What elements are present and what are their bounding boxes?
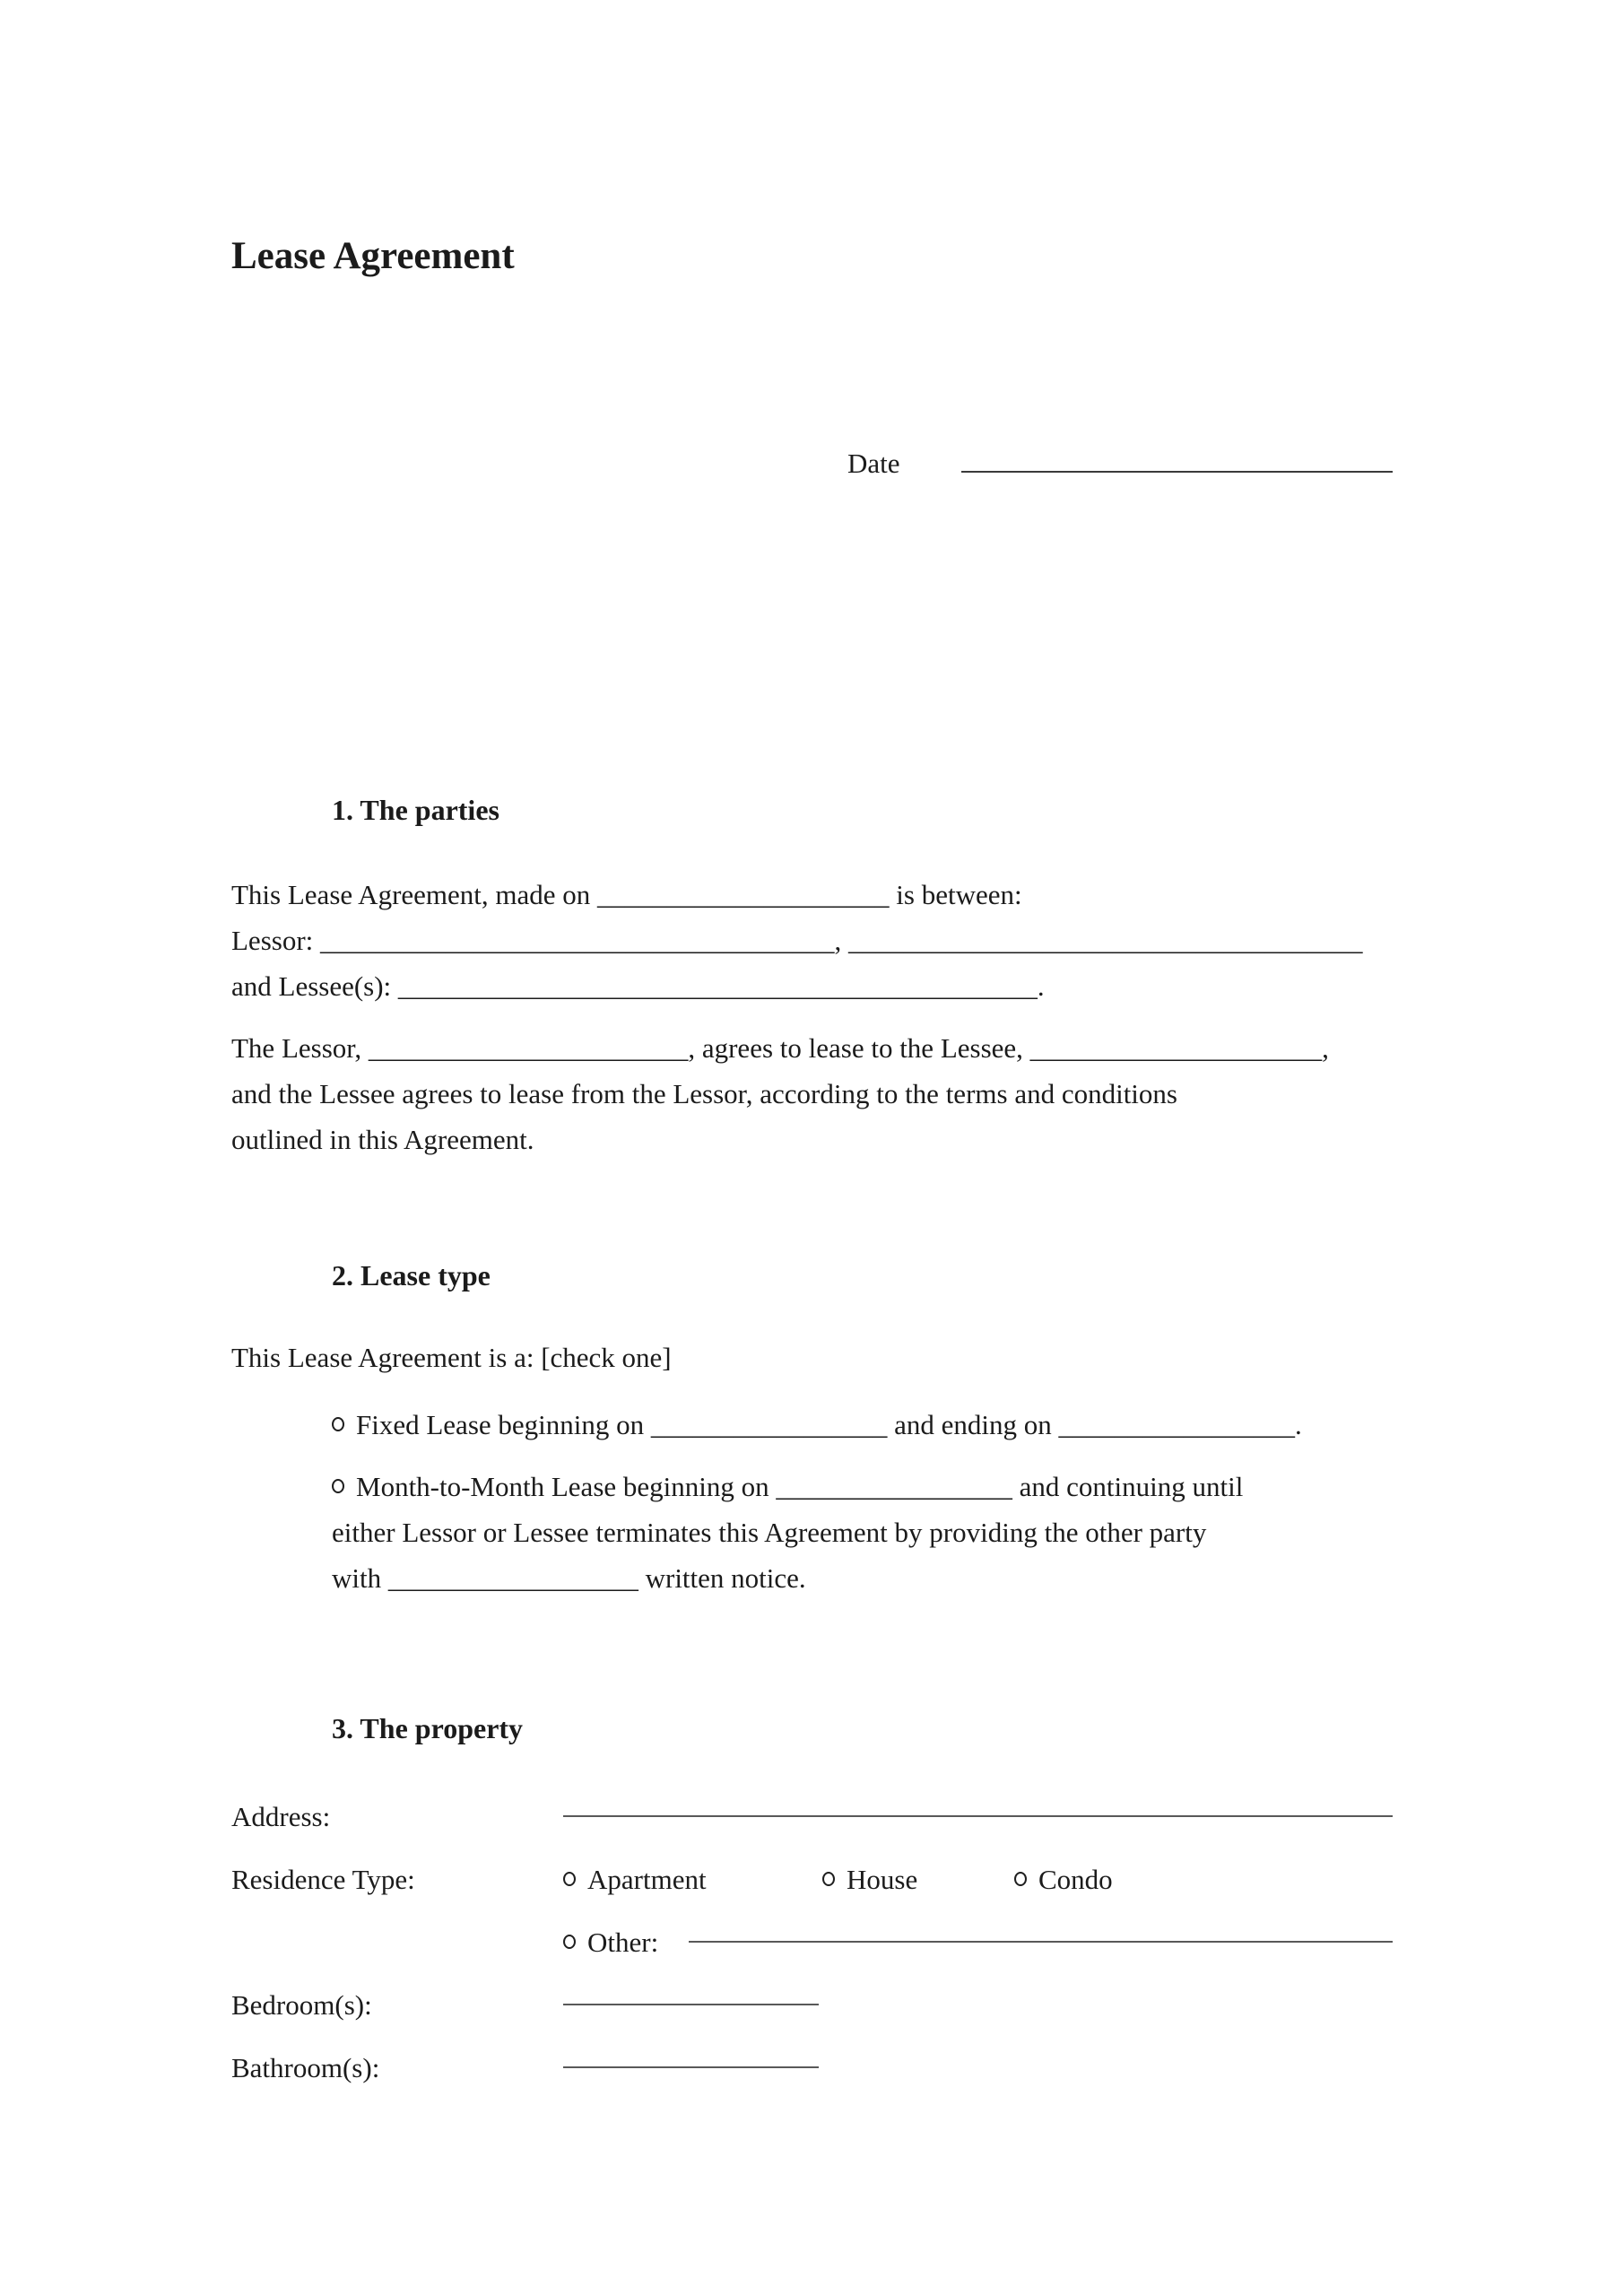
lease-option-month-to-month [332, 1464, 1393, 1601]
option-label: House [847, 1864, 918, 1895]
residence-option-house [822, 1857, 1014, 1902]
lease-option-fixed [332, 1402, 1393, 1448]
other-fill-line[interactable] [689, 1919, 1393, 1943]
date-row [231, 440, 1393, 486]
option-label: Apartment [587, 1864, 707, 1895]
section-heading-parties: 1. The parties [332, 794, 499, 826]
bathrooms-label: Bathroom(s): [231, 2052, 380, 2083]
option-label: Condo [1038, 1864, 1113, 1895]
radio-circle-icon[interactable] [332, 1417, 344, 1431]
parties-line: This Lease Agreement, made on _____________________ is between: [231, 879, 1022, 910]
option-text: Month-to-Month Lease beginning on _________________ and continuing until [356, 1471, 1244, 1502]
section-heading-property: 3. The property [332, 1712, 524, 1744]
residence-type-label: Residence Type: [231, 1864, 415, 1895]
parties-line: outlined in this Agreement. [231, 1124, 534, 1155]
parties-paragraph-1 [231, 872, 1393, 1009]
radio-circle-icon[interactable] [563, 1872, 576, 1886]
radio-circle-icon[interactable] [822, 1872, 835, 1886]
bathrooms-row [231, 2045, 1393, 2091]
residence-type-row [231, 1857, 1393, 1902]
residence-option-apartment [563, 1857, 822, 1902]
option-text-continuation: with __________________ written notice. [332, 1562, 806, 1594]
address-fill-line[interactable] [563, 1794, 1393, 1817]
option-text-continuation: either Lessor or Lessee terminates this Agreement by providing the other party [332, 1517, 1207, 1548]
list-item [332, 1402, 1393, 1448]
address-row [231, 1794, 1393, 1839]
date-label: Date [847, 448, 900, 479]
radio-circle-icon[interactable] [563, 1935, 576, 1949]
option-text: Fixed Lease beginning on _________________ and ending on _________________. [356, 1409, 1302, 1440]
parties-line: Lessor: _____________________________________, _____________________________________ [231, 925, 1363, 956]
radio-circle-icon[interactable] [332, 1479, 344, 1493]
parties-line: The Lessor, _______________________, agrees to lease to the Lessee, _____________________, [231, 1032, 1329, 1064]
option-label: Other: [587, 1926, 659, 1958]
residence-option-other [563, 1919, 658, 1965]
lease-type-intro: This Lease Agreement is a: [check one] [231, 1342, 672, 1373]
bedrooms-row [231, 1982, 1393, 2028]
parties-line: and Lessee(s): ______________________________________________. [231, 970, 1045, 1002]
list-item [332, 1464, 1393, 1509]
address-label: Address: [231, 1801, 331, 1832]
bedrooms-label: Bedroom(s): [231, 1989, 372, 2021]
page-title: Lease Agreement [231, 235, 515, 277]
residence-other-row [231, 1919, 1393, 1965]
parties-paragraph-2 [231, 1025, 1393, 1162]
section-heading-lease-type: 2. Lease type [332, 1259, 491, 1292]
bathrooms-fill-line[interactable] [563, 2045, 819, 2068]
radio-circle-icon[interactable] [1014, 1872, 1027, 1886]
date-fill-line[interactable] [961, 440, 1393, 473]
residence-option-condo [1014, 1857, 1113, 1902]
spacer [231, 1919, 563, 1965]
parties-line: and the Lessee agrees to lease from the Lessor, according to the terms and conditions [231, 1078, 1177, 1109]
bedrooms-fill-line[interactable] [563, 1982, 819, 2005]
